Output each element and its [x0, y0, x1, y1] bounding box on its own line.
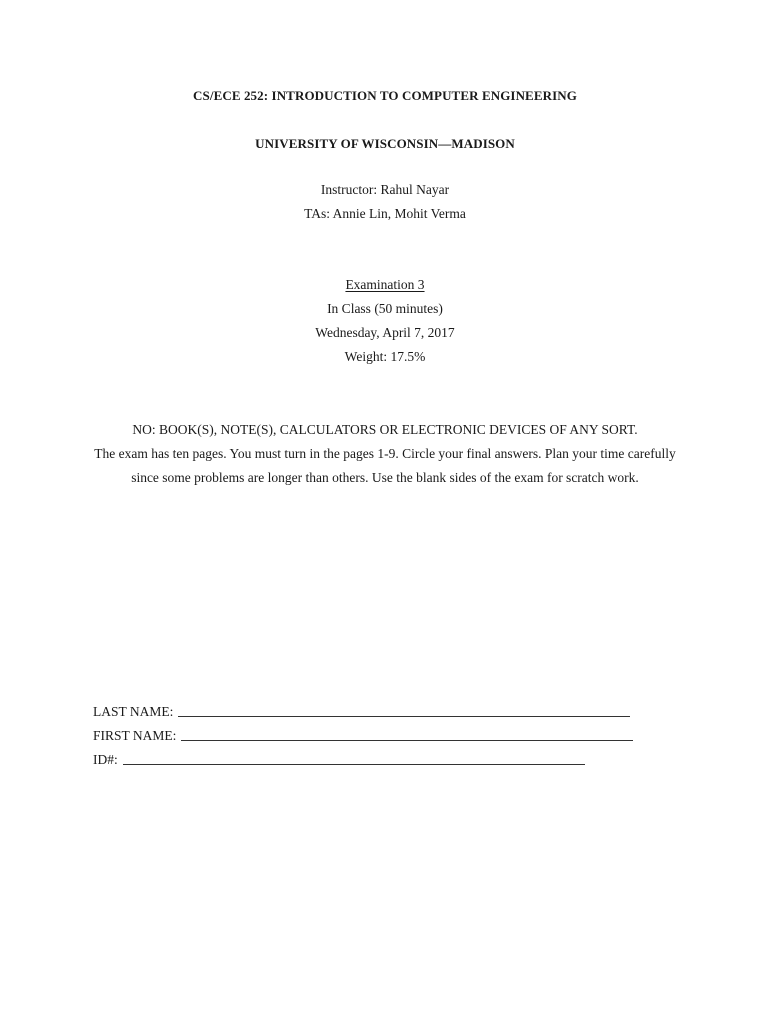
last-name-field[interactable] — [93, 704, 630, 720]
tas-line: TAs: Annie Lin, Mohit Verma — [304, 206, 466, 221]
instructor-line: Instructor: Rahul Nayar — [320, 182, 450, 197]
exam-name-text: Examination 3 — [345, 277, 425, 292]
exam-weight: Weight: 17.5% — [344, 349, 426, 364]
last-name-line[interactable] — [178, 715, 630, 717]
instructions-block — [90, 418, 680, 490]
last-name-label: LAST NAME: — [93, 704, 174, 719]
exam-date: Wednesday, April 7, 2017 — [315, 325, 455, 340]
exam-format: In Class (50 minutes) — [327, 301, 443, 316]
university-name: UNIVERSITY OF WISCONSIN—MADISON — [255, 136, 515, 151]
id-label: ID#: — [93, 752, 118, 767]
first-name-line[interactable] — [181, 739, 633, 741]
first-name-label: FIRST NAME: — [93, 728, 177, 743]
instructions-text: The exam has ten pages. You must turn in the pages 1-9. Circle your final answers. Plan your time carefully since some problems are longer than others. Use the blank sides of the exam for scratch work. — [94, 446, 676, 485]
id-line[interactable] — [123, 763, 585, 765]
restriction-notice: NO: BOOK(S), NOTE(S), CALCULATORS OR ELECTRONIC DEVICES OF ANY SORT. — [132, 422, 638, 437]
first-name-field[interactable] — [93, 728, 633, 744]
exam-name — [0, 277, 770, 293]
id-field[interactable] — [93, 752, 585, 768]
course-title: CS/ECE 252: INTRODUCTION TO COMPUTER ENGINEERING — [193, 88, 577, 103]
